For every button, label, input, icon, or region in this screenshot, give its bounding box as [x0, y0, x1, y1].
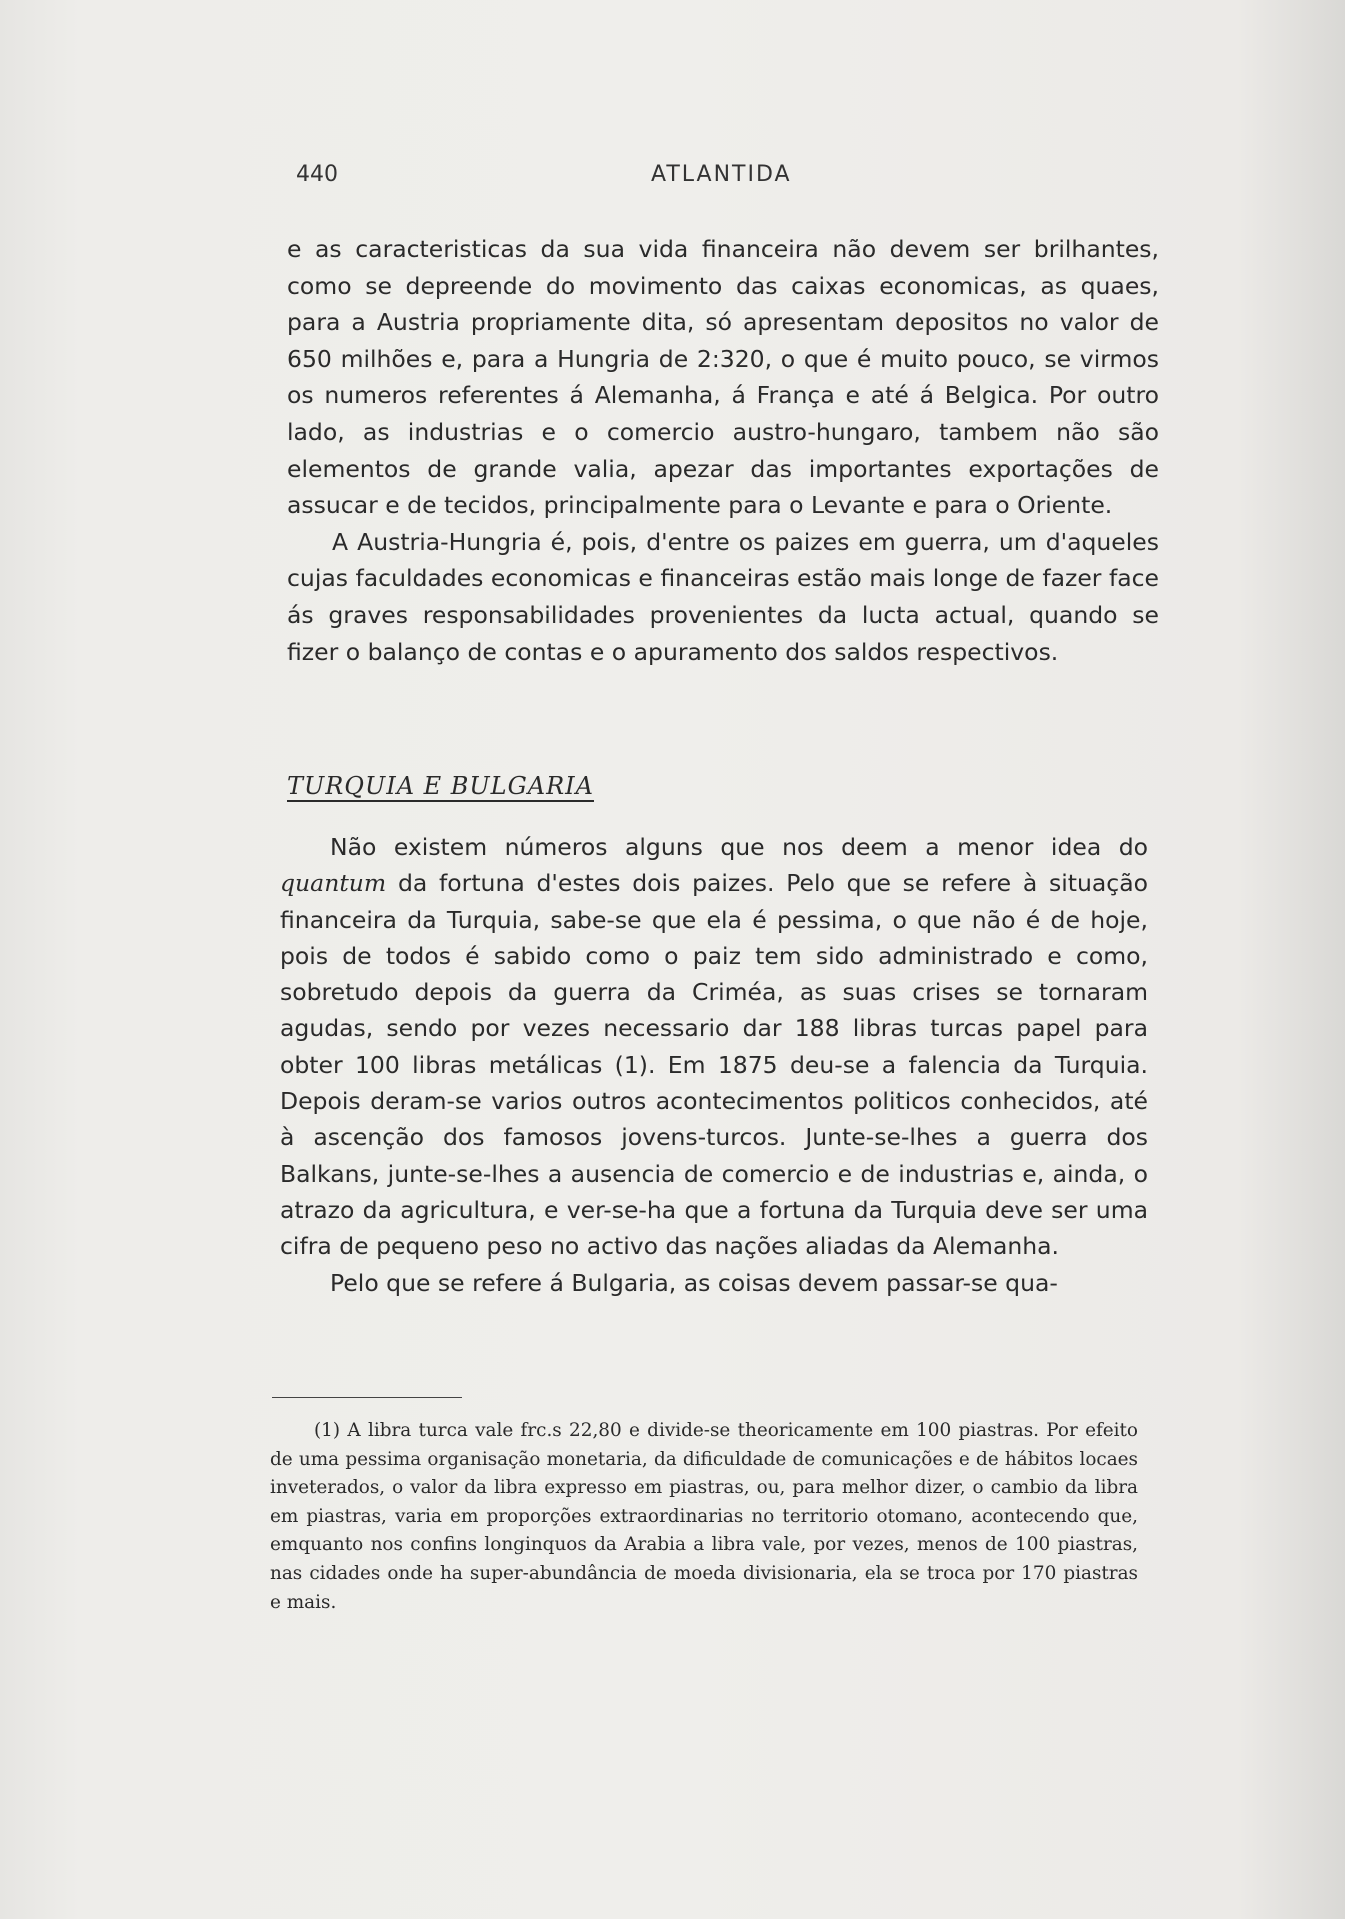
paragraph: Pelo que se refere á Bulgaria, as coisas devem passar-se qua-: [330, 1268, 1058, 1297]
paragraph-text: da fortuna d'estes dois paizes. Pelo que se refere à situação financeira da Turquia, sabe-se que ela é pessima, o que não é de hoje, pois de todos é sabido como o paiz tem sido administrado e como, sobretudo depois da guerra da Criméa, as suas crises se tornaram agudas, sendo por vezes necessario dar 188 libras turcas papel para obter 100 libras metálicas: [280, 869, 1148, 1079]
footnote-reference: (1): [614, 1050, 648, 1079]
paragraph: [280, 829, 1148, 1265]
footnote-divider: [272, 1397, 462, 1398]
paragraph-text: . Em 1875 deu-se a falencia da Turquia. Depois deram-se varios outros acontecimentos politicos conhecidos, até à ascenção dos famosos jovens-turcos. Junte-se-lhes a guerra dos Balkans, junte-se-lhes a ausencia de comercio e de industrias e, ainda, o atrazo da agricultura, e ver-se-ha que a fortuna da Turquia deve ser uma cifra de pequeno peso no activo das nações aliadas da Alemanha.: [280, 1050, 1148, 1261]
footnote-marker: (1): [314, 1420, 341, 1441]
page-number: 440: [296, 162, 338, 187]
body-text-section: [280, 829, 1148, 1301]
section-heading: TURQUIA E BULGARIA: [287, 772, 594, 800]
footnote: [270, 1417, 1138, 1617]
latin-term: quantum: [280, 869, 387, 898]
paragraph-text: Não existem números alguns que nos deem a menor idea do: [330, 833, 1148, 861]
page-header: [296, 162, 1131, 196]
footnote-paragraph: [270, 1417, 1138, 1617]
paragraph: A Austria-Hungria é, pois, d'entre os paizes em guerra, um d'aqueles cujas faculdades economicas e financeiras estão mais longe de fazer face ás graves responsabilidades provenientes da lucta actual, quando se fizer o balanço de contas e o apuramento dos saldos respectivos.: [287, 527, 1159, 666]
paragraph: e as caracteristicas da sua vida financeira não devem ser brilhantes, como se depreende do movimento das caixas economicas, as quaes, para a Austria propriamente dita, só apresentam depositos no valor de 650 milhões e, para a Hungria de 2:320, o que é muito pouco, se virmos os numeros referentes á Alemanha, á França e até á Belgica. Por outro lado, as industrias e o comercio austro-hungaro, tambem não são elementos de grande valia, apezar das importantes exportações de assucar e de tecidos, principalmente para o Levante e para o Oriente.: [287, 235, 1159, 520]
body-text-top: [287, 231, 1159, 670]
running-title: ATLANTIDA: [651, 162, 792, 187]
footnote-text: A libra turca vale frc.s 22,80 e divide-se theoricamente em 100 piastras. Por efeito de uma pessima organisação monetaria, da dificuldade de comunicações e de hábitos locaes inveterados, o valor da libra expresso em piastras, ou, para melhor dizer, o cambio da libra em piastras, varia em proporções extraordinarias no territorio otomano, acontecendo que, emquanto nos confins longinquos da Arabia a libra vale, por vezes, menos de 100 piastras, nas cidades onde ha super-abundância de moeda divisionaria, ela se troca por 170 piastras e mais.: [270, 1420, 1138, 1613]
